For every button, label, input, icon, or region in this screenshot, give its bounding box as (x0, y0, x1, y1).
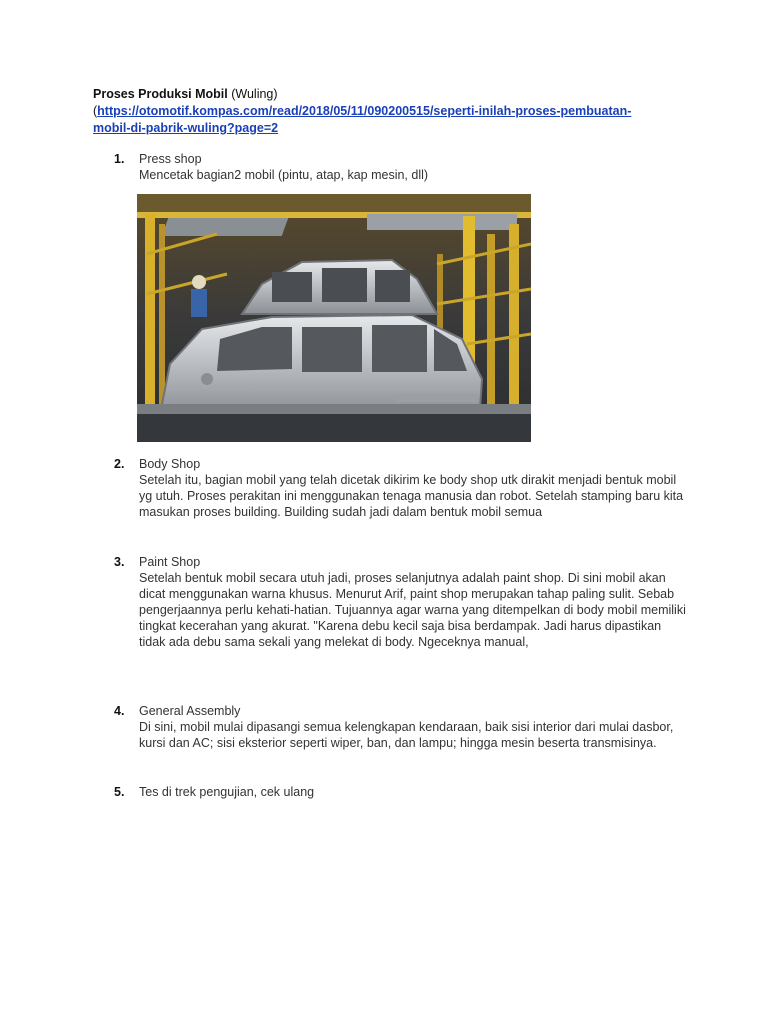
step-number: 1. (114, 152, 125, 166)
title-bold: Proses Produksi Mobil (93, 87, 228, 101)
step-number: 2. (114, 457, 125, 471)
step-heading: Press shop (139, 152, 202, 166)
step-number: 3. (114, 555, 125, 569)
source-link-continued[interactable]: mobil-di-pabrik-wuling?page=2 (93, 121, 279, 135)
step-2 (114, 456, 694, 538)
step-number: 5. (114, 785, 125, 799)
step-heading: Tes di trek pengujian, cek ulang (139, 785, 315, 799)
step-body: Setelah bentuk mobil secara utuh jadi, proses selanjutnya adalah paint shop. Di sini mobil akan dicat menggunakan warna khusus. Menurut Arif, paint shop merupakan tahap paling sulit. Sebab pengerjaannya perlu kehati-hatian. Tujuannya agar warna yang ditempelkan di body mobil memiliki tingkat kecerahan yang akurat. "Karena debu kecil saja bisa berdampak. Jadi harus dipastikan tidak ada debu sama sekali yang melekat di body. Ngeceknya manual, (139, 571, 686, 649)
step-content (139, 151, 689, 183)
step-heading: Paint Shop (139, 555, 201, 569)
source-link-line-1 (93, 103, 693, 120)
step-content (139, 703, 689, 751)
document-title (93, 86, 693, 103)
step-3 (114, 554, 694, 670)
step-content (139, 554, 689, 650)
step-body: Setelah itu, bagian mobil yang telah dicetak dikirim ke body shop utk dirakit menjadi bentuk mobil yg utuh. Proses perakitan ini menggunakan tenaga manusia dan robot. Setelah stamping baru kita masukan proses building. Building sudah jadi dalam bentuk mobil semua (139, 473, 684, 519)
step-heading: Body Shop (139, 457, 201, 471)
step-body: Mencetak bagian2 mobil (pintu, atap, kap mesin, dll) (139, 168, 429, 182)
step-number: 4. (114, 704, 125, 718)
source-link-line-2 (93, 120, 693, 137)
link-open-paren: ( (93, 104, 98, 118)
step-body: Di sini, mobil mulai dipasangi semua kelengkapan kendaraan, baik sisi interior dari mulai dasbor, kursi dan AC; sisi eksterior seperti wiper, ban, dan lampu; hingga mesin beserta transmisinya. (139, 720, 674, 750)
step-content (139, 784, 689, 800)
step-1 (114, 151, 694, 187)
factory-car-body-photo (137, 194, 531, 442)
title-suffix: (Wuling) (227, 87, 278, 101)
step-4 (114, 703, 694, 769)
step-5 (114, 784, 694, 802)
step-heading: General Assembly (139, 704, 241, 718)
source-link[interactable]: https://otomotif.kompas.com/read/2018/05/11/090200515/seperti-inilah-proses-pembuatan- (97, 104, 632, 118)
document-header (93, 86, 693, 137)
step-content (139, 456, 689, 520)
